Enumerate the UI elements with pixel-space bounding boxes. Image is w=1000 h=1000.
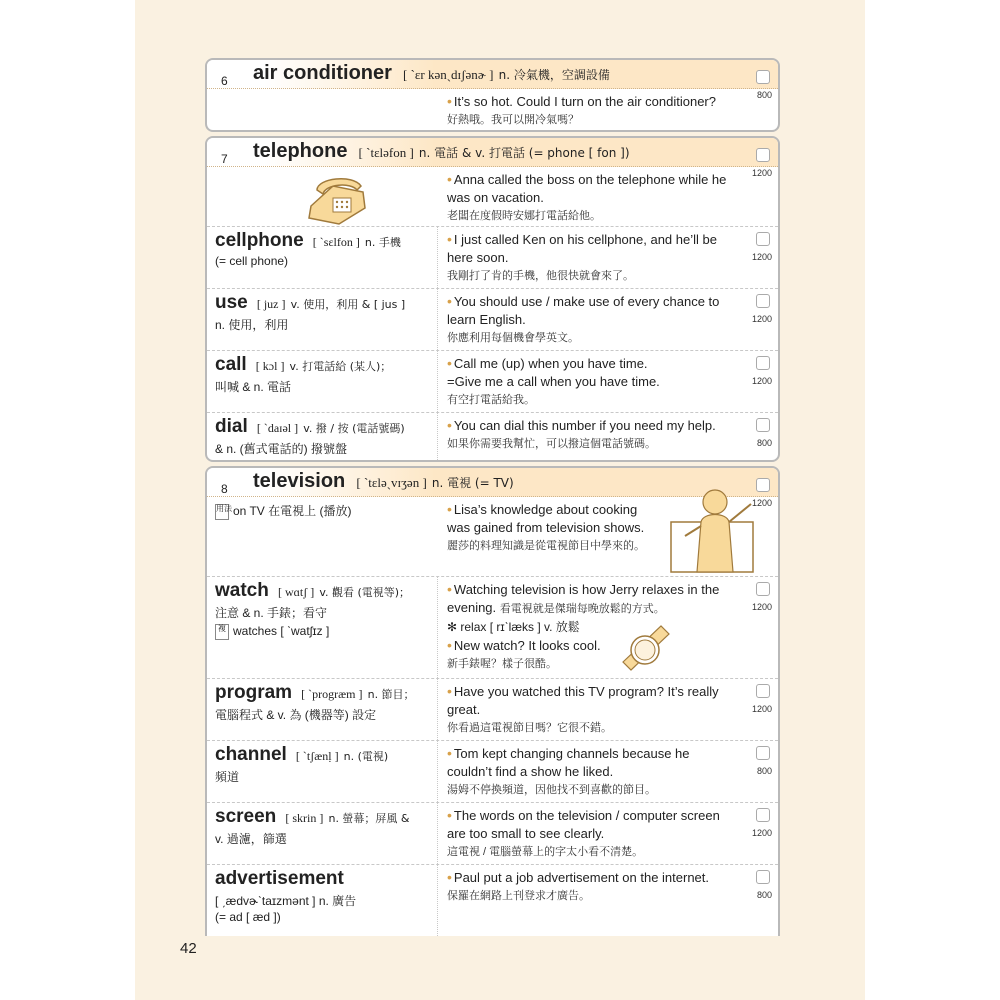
- example: • It’s so hot. Could I turn on the air conditioner? 好熱哦。我可以開冷氣嗎？: [447, 92, 737, 129]
- entry-phonetic: [ kɔl ]: [255, 359, 285, 373]
- entry-subline: v. 過濾，篩選: [215, 832, 287, 846]
- example-zh: 你應利用每個機會學英文。: [447, 332, 579, 344]
- example: • You can dial this number if you need my help. 如果你需要我幫忙，可以撥這個電話號碼。: [447, 416, 737, 453]
- entry-dial: [215, 416, 405, 438]
- usage-tag: 用法: [215, 504, 229, 520]
- entry-use: [215, 292, 405, 314]
- row-divider: [207, 288, 778, 289]
- entry-word: watch: [215, 580, 269, 601]
- headword: [253, 62, 610, 85]
- example: • Have you watched this TV program? It’s really great. 你看過這電視節目嗎？它很不錯。: [447, 682, 737, 737]
- headword-text: television: [253, 470, 346, 492]
- example: • I just called Ken on his cellphone, and he’ll be here soon. 我剛打了肯的手機，他很快就會來了。: [447, 230, 737, 285]
- study-checkbox[interactable]: [756, 70, 770, 84]
- entry-phonetic: [ ˋdaɪəl ]: [256, 421, 299, 435]
- entry-subline: 頻道: [215, 770, 240, 784]
- phonetic: [ ˋtɛləfon ]: [358, 145, 414, 160]
- phonetic: [ ˋɛr kənˏdɪʃənɚ ]: [403, 67, 494, 82]
- example-zh: 新手錶喔？樣子很酷。: [447, 658, 557, 670]
- entry-subline-2: (= ad [ æd ]): [215, 910, 281, 924]
- example-en: You should use / make use of every chance to learn English.: [447, 294, 720, 327]
- example: • The words on the television / computer screen are too small to see clearly. 這電視 / 電腦螢幕上的字太小看不清楚。: [447, 806, 737, 861]
- example-en: Anna called the boss on the telephone while he was on vacation.: [447, 172, 727, 205]
- example-en: You can dial this number if you need my help.: [453, 418, 716, 433]
- phonetic: [ ˋtɛləˏvɪʒən ]: [356, 475, 427, 490]
- level-label: 1200: [751, 704, 772, 714]
- example-en-2: New watch? It looks cool.: [453, 638, 601, 653]
- row-divider: [207, 864, 778, 865]
- entry-phonetic: [ ˋtʃænḷ ]: [295, 749, 339, 763]
- entry-plural: [215, 624, 329, 640]
- example-en: Lisa’s knowledge about cooking was gained from television shows.: [447, 502, 645, 535]
- study-checkbox[interactable]: [756, 418, 770, 432]
- example-en: I just called Ken on his cellphone, and he’ll be here soon.: [447, 232, 717, 265]
- example: • Tom kept changing channels because he couldn’t find a show he liked. 湯姆不停換頻道，因他找不到喜歡的節目。: [447, 744, 737, 799]
- entry-number: 7: [221, 152, 228, 166]
- usage-text: on TV 在電視上 (播放): [233, 504, 352, 518]
- entry-block-telephone: [205, 136, 780, 462]
- plural-tag: 複: [215, 624, 229, 640]
- usage-note: [215, 502, 351, 520]
- telephone-illustration: [303, 168, 373, 228]
- level-label: 1200: [751, 498, 772, 508]
- entry-definition: n. 螢幕；屏風 &: [328, 812, 410, 825]
- example-zh: 我剛打了肯的手機，他很快就會來了。: [447, 270, 634, 282]
- plural-text: watches [ ˋwatʃɪz ]: [233, 624, 330, 639]
- level-label: 800: [756, 438, 772, 448]
- level-label: 800: [756, 890, 772, 900]
- entry-call: [215, 354, 391, 376]
- entry-watch: [215, 580, 410, 602]
- example: • You should use / make use of every chance to learn English. 你應利用每個機會學英文。: [447, 292, 737, 347]
- entry-definition: n. 手機: [364, 236, 401, 249]
- watch-illustration: [617, 622, 673, 678]
- headword-text: air conditioner: [253, 62, 392, 84]
- example-en: Call me (up) when you have time.: [453, 356, 648, 371]
- entry-channel: [215, 744, 388, 766]
- entry-cellphone: [215, 230, 401, 252]
- headword-text: telephone: [253, 140, 348, 162]
- example: • Lisa’s knowledge about cooking was gained from television shows. 麗莎的料理知識是從電視節目中學來的。: [447, 500, 647, 555]
- level-label: 1200: [751, 602, 772, 612]
- entry-screen: [215, 806, 410, 828]
- example-en: Paul put a job advertisement on the internet.: [453, 870, 710, 885]
- page-number: 42: [180, 940, 197, 957]
- study-checkbox[interactable]: [756, 870, 770, 884]
- example: • Call me (up) when you have time. =Give me a call when you have time. 有空打電話給我。: [447, 354, 737, 409]
- row-divider: [207, 678, 778, 679]
- vocab-note: ✻ relax [ rɪˋlæks ] v. 放鬆: [447, 620, 580, 634]
- example-zh: 老闆在度假時安娜打電話給他。: [447, 210, 601, 222]
- row-divider: [207, 226, 778, 227]
- entry-definition: n. (電視): [343, 750, 389, 763]
- example-zh: 湯姆不停換頻道，因他找不到喜歡的節目。: [447, 784, 656, 796]
- level-label: 1200: [751, 314, 772, 324]
- study-checkbox[interactable]: [756, 684, 770, 698]
- entry-number: 8: [221, 482, 228, 496]
- example-zh: 你看過這電視節目嗎？它很不錯。: [447, 722, 612, 734]
- column-divider: [437, 226, 438, 462]
- example-zh: 如果你需要我幫忙，可以撥這個電話號碼。: [447, 438, 656, 450]
- row-divider: [207, 350, 778, 351]
- example-en: It’s so hot. Could I turn on the air conditioner?: [453, 94, 716, 109]
- study-checkbox[interactable]: [756, 582, 770, 596]
- entry-advertisement: [215, 868, 344, 890]
- entry-word: channel: [215, 744, 287, 765]
- entry-phonetic: [ ˋprogræm ]: [301, 687, 363, 701]
- entry-definition: n. 節目；: [367, 688, 415, 701]
- study-checkbox[interactable]: [756, 294, 770, 308]
- entry-phonetic: [ wɑtʃ ]: [277, 585, 315, 599]
- level-label: 1200: [751, 828, 772, 838]
- entry-block-air-conditioner: [205, 58, 780, 132]
- headword: [253, 140, 630, 163]
- row-divider: [207, 576, 778, 577]
- entry-program: [215, 682, 415, 704]
- entry-number: 6: [221, 74, 228, 88]
- example-zh: 好熱哦。我可以開冷氣嗎？: [447, 114, 579, 126]
- entry-subline: 叫喊 & n. 電話: [215, 380, 292, 394]
- study-checkbox[interactable]: [756, 232, 770, 246]
- woman-tv-illustration: [667, 482, 767, 578]
- entry-word: dial: [215, 416, 248, 437]
- study-checkbox[interactable]: [756, 808, 770, 822]
- example-en: Have you watched this TV program? It’s really great.: [447, 684, 719, 717]
- example-zh: 有空打電話給我。: [447, 394, 535, 406]
- entry-definition: v. 使用，利用 & [ jus ]: [290, 298, 406, 311]
- entry-subline: [ ˏædvɚˋtaɪzmənt ] n. 廣告: [215, 894, 357, 908]
- study-checkbox[interactable]: [756, 746, 770, 760]
- level-label: 800: [756, 90, 772, 100]
- level-label: 800: [756, 766, 772, 776]
- entry-subline: (= cell phone): [215, 254, 289, 268]
- definition: n. 冷氣機，空調設備: [498, 68, 610, 82]
- entry-block-television: [205, 466, 780, 936]
- level-label: 1200: [751, 168, 772, 178]
- definition: n. 電視 (= TV): [431, 476, 514, 490]
- example-zh-inline: 看電視就是傑瑞每晚放鬆的方式。: [499, 603, 665, 615]
- example-en: Watching television is how Jerry relaxes in the evening.: [447, 582, 720, 615]
- level-label: 1200: [751, 376, 772, 386]
- example-zh: 麗莎的料理知識是從電視節目中學來的。: [447, 540, 645, 552]
- entry-definition: v. 撥 / 按 (電話號碼): [303, 422, 405, 435]
- entry-subline: & n. (舊式電話的) 撥號盤: [215, 442, 348, 456]
- example-en: The words on the television / computer screen are too small to see clearly.: [447, 808, 720, 841]
- entry-phonetic: [ ˋsɛlfon ]: [312, 235, 360, 249]
- column-divider: [437, 576, 438, 936]
- example: • Watching television is how Jerry relaxes in the evening. 看電視就是傑瑞每晚放鬆的方式。 ✻ relax [ rɪˋlæks ] v. 放鬆 • New watch? It looks cool. 新手錶喔？樣子很酷。: [447, 580, 737, 673]
- study-checkbox[interactable]: [756, 356, 770, 370]
- entry-subline: 電腦程式 & v. 為 (機器等) 設定: [215, 708, 377, 722]
- entry-subline: n. 使用，利用: [215, 318, 289, 332]
- headword: [253, 470, 514, 493]
- study-checkbox[interactable]: [756, 148, 770, 162]
- entry-word: call: [215, 354, 247, 375]
- example-en: Tom kept changing channels because he couldn’t find a show he liked.: [447, 746, 690, 779]
- entry-phonetic: [ juz ]: [256, 297, 286, 311]
- definition: n. 電話 & v. 打電話 (= phone [ fon ]): [418, 146, 630, 160]
- example: • Paul put a job advertisement on the internet. 保羅在網路上刊登求才廣告。: [447, 868, 737, 905]
- entry-definition: v. 打電話給 (某人)；: [289, 360, 392, 373]
- entry-word: screen: [215, 806, 277, 827]
- level-label: 1200: [751, 252, 772, 262]
- entry-word: advertisement: [215, 868, 344, 889]
- entry-word: use: [215, 292, 248, 313]
- row-divider: [207, 412, 778, 413]
- example-zh: 這電視 / 電腦螢幕上的字太小看不清楚。: [447, 846, 644, 858]
- row-divider: [207, 740, 778, 741]
- entry-subline: 注意 & n. 手錶；看守: [215, 606, 328, 620]
- example-en-alt: =Give me a call when you have time.: [447, 374, 660, 389]
- row-divider: [207, 802, 778, 803]
- entry-word: cellphone: [215, 230, 304, 251]
- entry-phonetic: [ skrin ]: [285, 811, 324, 825]
- example-zh: 保羅在網路上刊登求才廣告。: [447, 890, 590, 902]
- entry-definition: v. 觀看 (電視等)；: [319, 586, 411, 599]
- entry-word: program: [215, 682, 293, 703]
- example: • Anna called the boss on the telephone while he was on vacation. 老闆在度假時安娜打電話給他。: [447, 170, 737, 225]
